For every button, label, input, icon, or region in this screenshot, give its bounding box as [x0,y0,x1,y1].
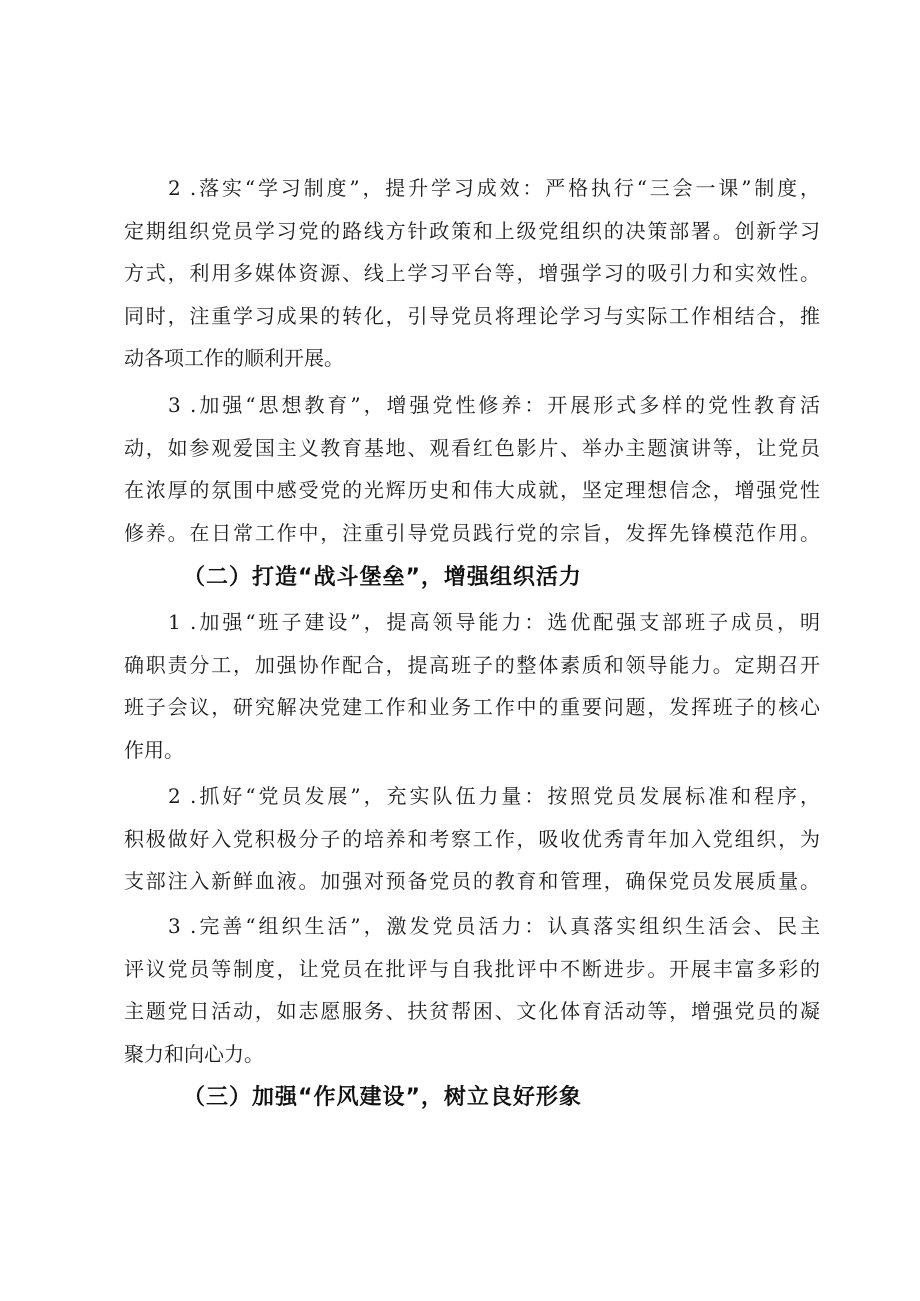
paragraph-line: 3 .加强“思想教育”，增强党性修养：开展形式多样的党性教育活 [168,393,820,417]
paragraph-line: 3 .完善“组织生活”，激发党员活力：认真落实组织生活会、民主 [168,914,820,938]
paragraph-line: 支部注入新鲜血液。加强对预备党员的教育和管理，确保党员发展质量。 [124,869,820,894]
paragraph-line: 1 .加强“班子建设”，提高领导能力：选优配强支部班子成员，明 [168,610,820,634]
paragraph-line: 在浓厚的氛围中感受党的光辉历史和伟大成就，坚定理想信念，增强党性 [124,478,820,503]
paragraph-line: 动，如参观爱国主义教育基地、观看红色影片、举办主题演讲等，让党员 [124,435,820,460]
paragraph-member-development [124,775,820,903]
paragraph-line: 修养。在日常工作中，注重引导党员践行党的宗旨，发挥先锋模范作用。 [124,520,820,545]
paragraph-line: 评议党员等制度，让党员在批评与自我批评中不断进步。开展丰富多彩的 [124,956,820,981]
paragraph-line: 动各项工作的顺利开展。 [124,346,344,371]
paragraph-line: 作用。 [124,737,184,762]
paragraph-line: 2 .抓好“党员发展”，充实队伍力量：按照党员发展标准和程序， [168,784,820,808]
section-heading: （二）打造“战斗堡垒”，增强组织活力 [183,565,582,590]
paragraph-line: 定期组织党员学习党的路线方针政策和上级党组织的决策部署。创新学习 [124,218,820,243]
paragraph-line: 班子会议，研究解决党建工作和业务工作中的重要问题，发挥班子的核心 [124,695,820,720]
section-heading: （三）加强“作风建设”，树立良好形象 [183,1085,582,1110]
paragraph-line: 方式，利用多媒体资源、线上学习平台等，增强学习的吸引力和实效性。 [124,261,820,286]
paragraph-line: 积极做好入党积极分子的培养和考察工作，吸收优秀青年加入党组织，为 [124,826,820,851]
paragraph-line: 2 .落实“学习制度”，提升学习成效：严格执行“三会一课”制度， [168,176,820,200]
paragraph-line: 主题党日活动，如志愿服务、扶贫帮困、文化体育活动等，增强党员的凝 [124,999,820,1024]
paragraph-line: 确职责分工，加强协作配合，提高班子的整体素质和领导能力。定期召开 [124,652,820,677]
paragraph-line: 同时，注重学习成果的转化，引导党员将理论学习与实际工作相结合，推 [124,303,820,328]
paragraph-line: 聚力和向心力。 [124,1041,264,1066]
paragraph-team-building [124,601,820,771]
paragraph-organizational-life [124,905,820,1075]
paragraph-study-system [124,167,820,380]
paragraph-ideological-education [124,384,820,554]
